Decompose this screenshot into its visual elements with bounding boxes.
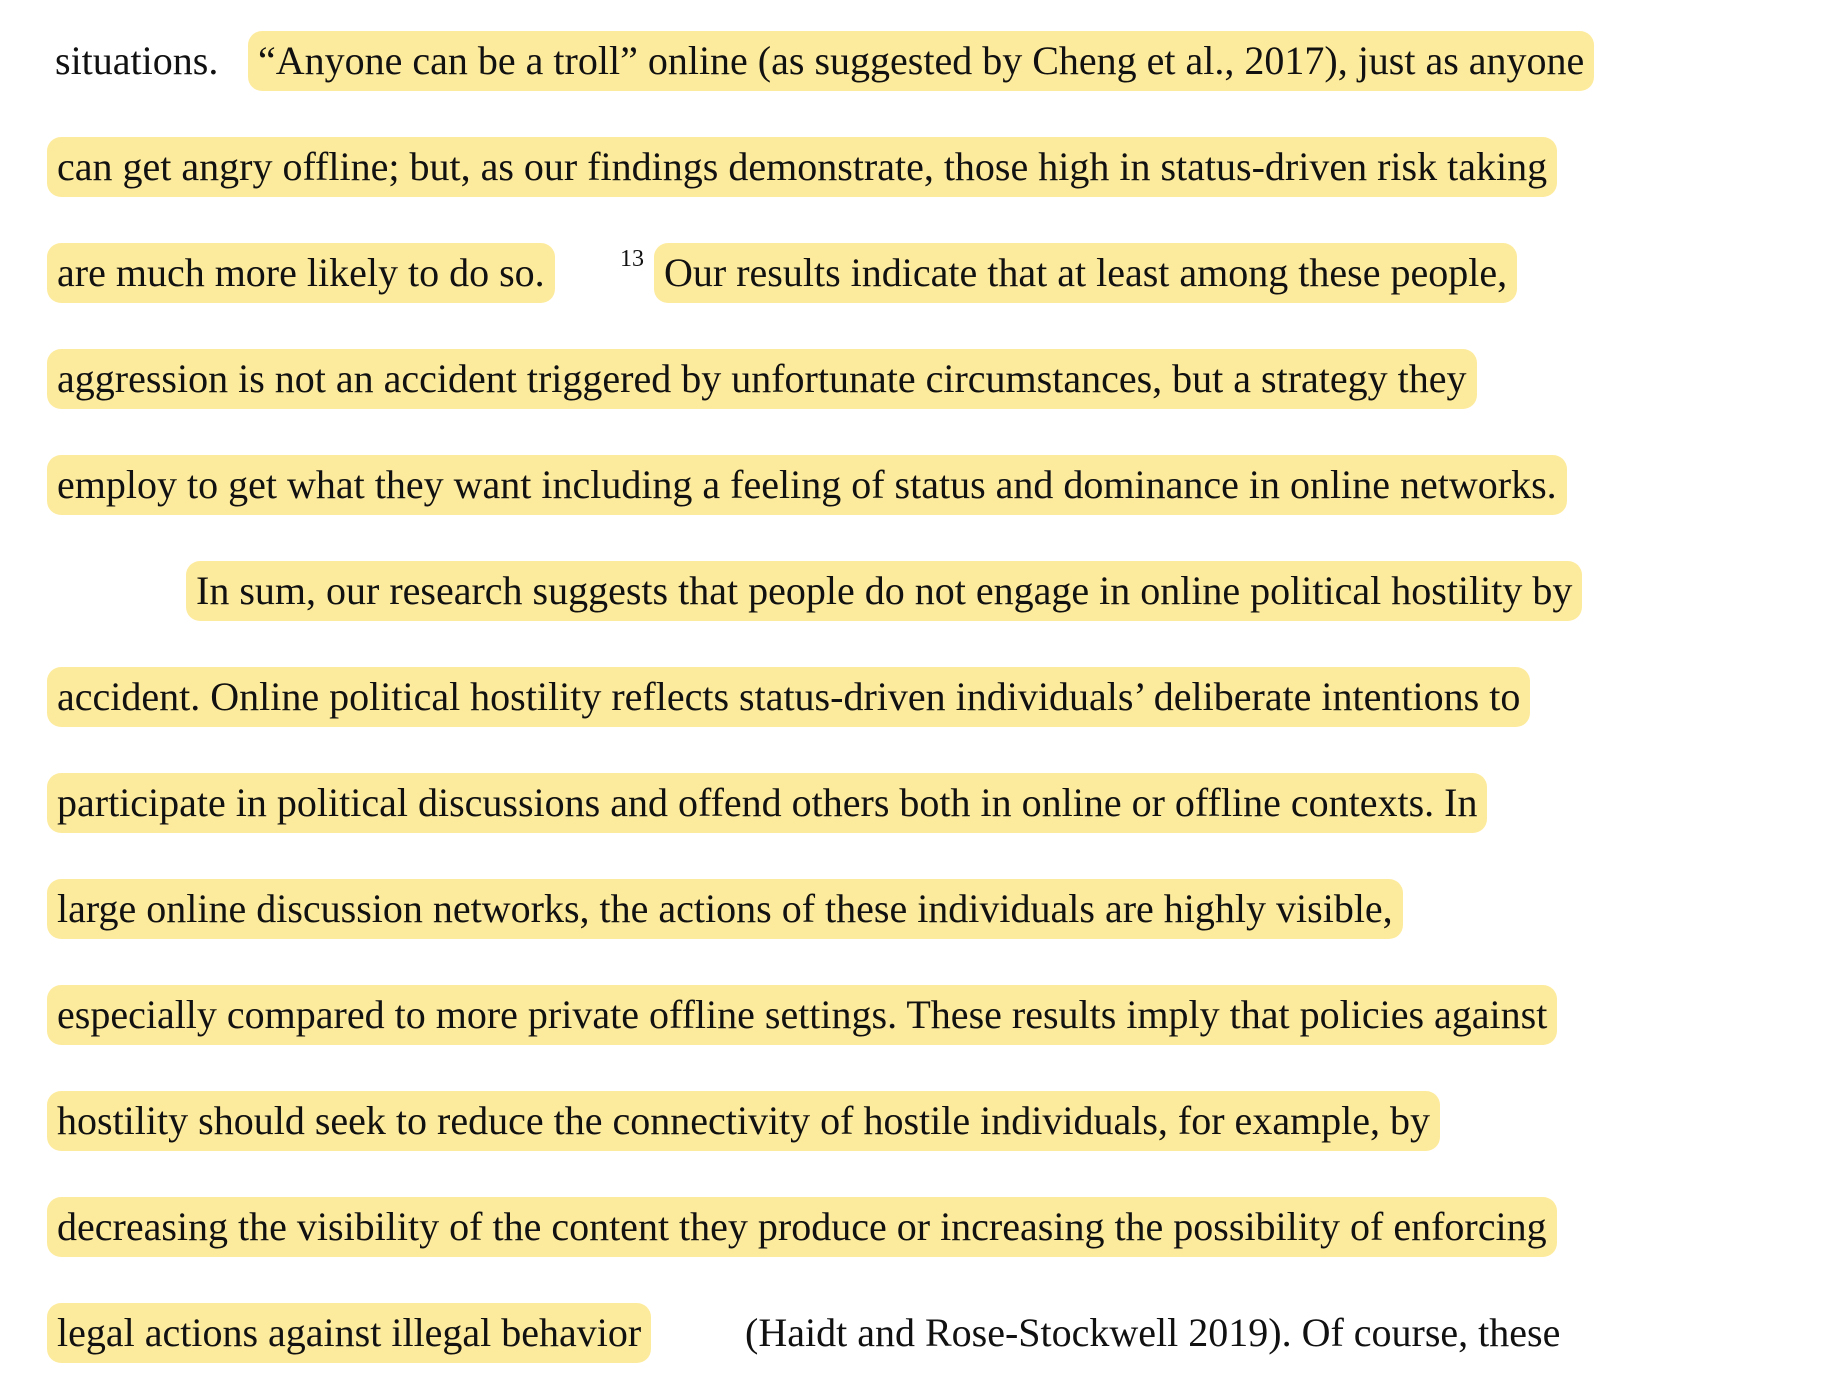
- text-line: [0, 349, 1832, 409]
- highlighted-text-segment: especially compared to more private offline settings. These results imply that policies against: [47, 985, 1557, 1045]
- highlighted-text-segment: “Anyone can be a troll” online (as suggested by Cheng et al., 2017), just as anyone: [248, 31, 1594, 91]
- footnote-number: 13: [620, 245, 644, 272]
- highlighted-text-segment: participate in political discussions and offend others both in online or offline contexts. In: [47, 773, 1487, 833]
- highlighted-text-segment: large online discussion networks, the actions of these individuals are highly visible,: [47, 879, 1403, 939]
- highlighted-text-segment: can get angry offline; but, as our findings demonstrate, those high in status-driven risk taking: [47, 137, 1557, 197]
- text-line: [0, 1197, 1832, 1257]
- text-line: [0, 561, 1832, 621]
- text-line: [0, 1303, 1832, 1363]
- highlighted-text-segment: hostility should seek to reduce the connectivity of hostile individuals, for example, by: [47, 1091, 1440, 1151]
- highlighted-text-segment: legal actions against illegal behavior: [47, 1303, 651, 1363]
- text-segment: situations.: [55, 38, 219, 83]
- highlighted-text-segment: employ to get what they want including a feeling of status and dominance in online networks.: [47, 455, 1567, 515]
- text-line: [0, 137, 1832, 197]
- text-line: [0, 879, 1832, 939]
- text-line: [0, 667, 1832, 727]
- text-line: [0, 985, 1832, 1045]
- text-segment: (Haidt and Rose-Stockwell 2019). Of course, these: [745, 1310, 1561, 1355]
- highlighted-text-segment: decreasing the visibility of the content they produce or increasing the possibility of enforcing: [47, 1197, 1557, 1257]
- highlighted-text-segment: aggression is not an accident triggered by unfortunate circumstances, but a strategy they: [47, 349, 1477, 409]
- text-line: [0, 773, 1832, 833]
- text-line: [0, 243, 1832, 303]
- highlighted-text-segment: In sum, our research suggests that people do not engage in online political hostility by: [186, 561, 1582, 621]
- text-line: [0, 455, 1832, 515]
- highlighted-text-segment: are much more likely to do so.: [47, 243, 555, 303]
- highlighted-text-segment: accident. Online political hostility reflects status-driven individuals’ deliberate intentions to: [47, 667, 1530, 727]
- text-line: [0, 1091, 1832, 1151]
- highlighted-text-segment: Our results indicate that at least among these people,: [654, 243, 1517, 303]
- text-line: [0, 31, 1832, 91]
- footnote-marker: [620, 243, 644, 303]
